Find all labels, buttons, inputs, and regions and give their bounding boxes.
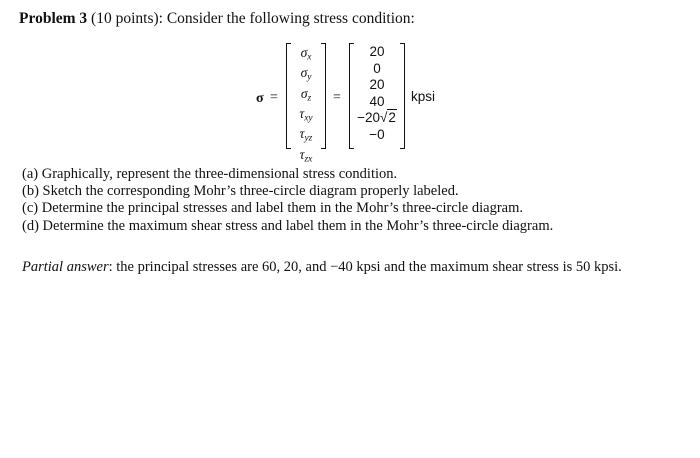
problem-intro: Consider the following stress condition: <box>166 10 415 27</box>
radicand: 2 <box>388 110 396 125</box>
value-tau-zx: −0 <box>369 126 385 142</box>
value-sigma-z: 20 <box>369 77 385 92</box>
component-vector <box>291 45 321 167</box>
component-sigma-x: $\sigma_x$ <box>300 45 312 63</box>
problem-points: (10 points): <box>91 10 163 27</box>
sigma-vector-symbol: σ <box>256 91 264 106</box>
value-tau-xy: 40 <box>369 93 385 109</box>
component-tau-zx: $\tau_{zx}$ <box>299 146 313 165</box>
problem-title <box>19 10 415 28</box>
component-sigma-y: $\sigma_y$ <box>300 65 312 83</box>
problem-label: Problem 3 <box>19 10 88 27</box>
value-tau-yz: −20√2 <box>357 110 396 125</box>
value-vector-right-bracket <box>400 43 405 149</box>
component-tau-yz: $\tau_{yz}$ <box>299 126 313 144</box>
partial-answer-text: : the principal stresses are 60, 20, and −40 kpsi and the maximum shear stress is 50 kpsi. <box>108 259 622 275</box>
equals-sign-2: = <box>333 90 341 105</box>
value-vector <box>354 44 400 143</box>
equals-sign-1: = <box>270 90 278 105</box>
component-tau-xy: $\tau_{xy}$ <box>299 106 313 124</box>
value-sigma-y: 0 <box>373 60 381 76</box>
part-d: (d) Determine the maximum shear stress and label them in the Mohr’s three-circle diagram. <box>22 217 554 234</box>
component-vector-right-bracket <box>321 43 326 149</box>
partial-answer <box>22 259 622 276</box>
question-parts <box>22 166 553 235</box>
partial-answer-label: Partial answer <box>22 259 109 275</box>
value-sigma-x: 20 <box>369 44 385 59</box>
part-a: (a) Graphically, represent the three-dimensional stress condition. <box>22 166 398 182</box>
part-c: (c) Determine the principal stresses and label them in the Mohr’s three-circle diagram. <box>22 200 524 217</box>
component-sigma-z: $\sigma_z$ <box>300 85 312 104</box>
part-b: (b) Sketch the corresponding Mohr’s three-circle diagram properly labeled. <box>22 183 459 200</box>
unit-label: kpsi <box>411 89 436 104</box>
